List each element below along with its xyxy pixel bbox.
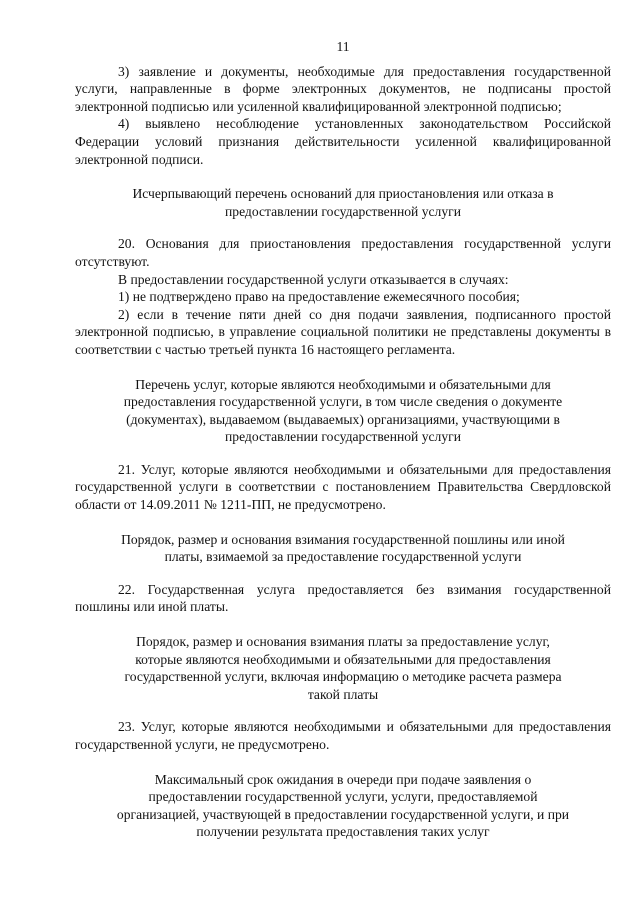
list-item-4: 4) выявлено несоблюдение установленных законодательством Российской Федерации условий признания действительности усиленной квалифицированной электронной подписи. xyxy=(75,116,611,167)
list-item-3: 3) заявление и документы, необходимые для предоставления государственной услуги, направленные в форме электронных документов, не подписаны простой электронной подписью или усиленной квалифицированной электронной подписью; xyxy=(75,63,611,114)
paragraph-23: 23. Услуг, которые являются необходимыми и обязательными для предоставления государственной услуги, не предусмотрено. xyxy=(75,719,611,752)
section-heading-duty: Порядок, размер и основания взимания государственной пошлины или иной платы, взимаемой за предоставление государственной услуги xyxy=(121,531,565,565)
refusal-item-1: 1) не подтверждено право на предоставление ежемесячного пособия; xyxy=(118,289,520,305)
section-heading-required-services: Перечень услуг, которые являются необходимыми и обязательными для предоставления государственной услуги, в том числе сведения о документе (документах), выдаваемом (выдаваемых) организациями, участвующими в предоставлении государственной услуги xyxy=(123,376,563,445)
paragraph-21: 21. Услуг, которые являются необходимыми и обязательными для предоставления государственной услуги в соответствии с постановлением Правительства Свердловской области от 14.09.2011 № 1211-ПП, не предусмотрено. xyxy=(75,461,611,513)
paragraph-22: 22. Государственная услуга предоставляется без взимания государственной пошлины или иной платы. xyxy=(75,581,611,615)
section-heading-suspension: Исчерпывающий перечень оснований для приостановления или отказа в предоставлении государственной услуги xyxy=(132,186,554,219)
page-number: 11 xyxy=(336,39,350,54)
paragraph-20: 20. Основания для приостановления предоставления государственной услуги отсутствуют. xyxy=(75,236,611,269)
section-heading-fee: Порядок, размер и основания взимания платы за предоставление услуг, которые являются необходимыми и обязательными для предоставления государственной услуги, включая информацию о методике расчета размера такой платы xyxy=(124,634,562,702)
document-page xyxy=(75,38,611,841)
refusal-intro: В предоставлении государственной услуги отказывается в случаях: xyxy=(118,271,509,287)
refusal-item-2: 2) если в течение пяти дней со дня подачи заявления, подписанного простой электронной подписью, в управление социальной политики не представлены документы в соответствии с частью третьей пункта 16 настоящего регламента. xyxy=(75,306,611,357)
section-heading-queue: Максимальный срок ожидания в очереди при подаче заявления о предоставлении государственной услуги, услуги, предоставляемой организацией, участвующей в предоставлении государственной услуги, и при получении результата предоставления таких услуг xyxy=(116,771,570,840)
